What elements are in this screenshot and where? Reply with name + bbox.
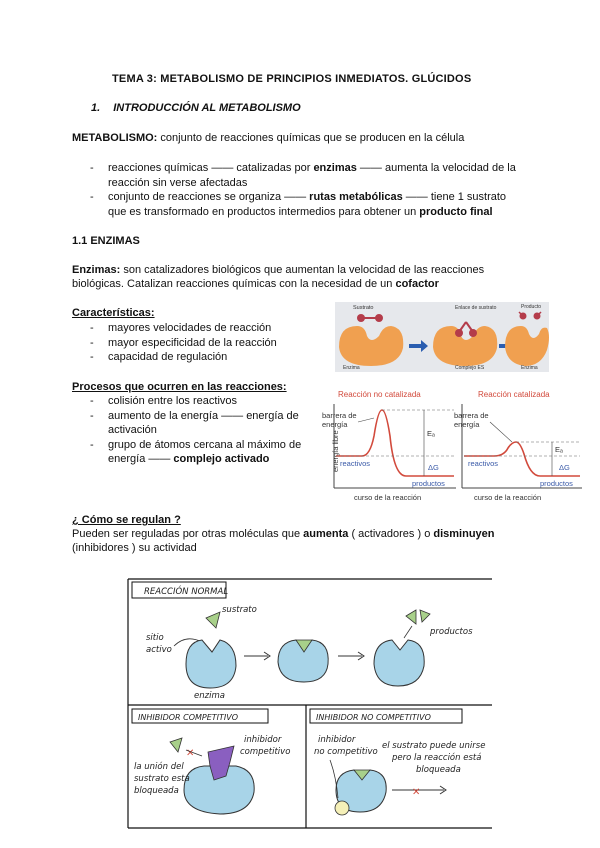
competitive-title: INHIBIDOR COMPETITIVO [138,713,239,722]
caracteristicas-list [90,321,320,365]
label-enzima: enzima [194,691,225,701]
metabolismo-list [90,161,550,219]
list-item: - conjunto de reacciones se organiza —— rutas metabólicas —— tiene 1 sustrato [90,191,507,203]
list-item: - grupo de átomos cercana al máximo de [90,438,302,451]
procesos-list [90,394,320,467]
list-item: - mayor especificidad de la reacción [90,336,277,349]
section-heading-1 [91,101,301,116]
label-union-1: la unión del [134,762,184,772]
label-producto: Producto [521,304,542,310]
normal-title: REACCIÓN NORMAL [144,587,229,597]
enzyme-inhibition-figure [124,576,494,831]
label-reactivos: reactivos [468,459,499,468]
label-sitio: sitio [146,633,164,643]
label-sust-3: bloqueada [416,765,461,775]
product-shape [406,610,416,624]
x-axis-label: curso de la reacción [354,493,422,502]
label-enzima-final: Enzima [521,365,538,371]
label-dg: ΔG [428,463,439,472]
list-item: - mayores velocidades de reacción [90,322,272,334]
section-title: INTRODUCCIÓN AL METABOLISMO [113,102,301,114]
label-energia: energía [322,420,348,429]
label-productos: productos [430,627,473,637]
left-panel-title: Reacción no catalizada [338,390,421,399]
procesos-heading: Procesos que ocurren en las reacciones: [72,381,287,393]
term: METABOLISMO: [72,132,158,144]
label-sust-1: el sustrato puede unirse [382,741,486,751]
enzyme-substrate-figure [335,302,549,372]
label-productos: productos [412,479,445,488]
product-shape [420,610,430,622]
label-ea: Eₐ [427,429,435,438]
label-nc-1: inhibidor [318,735,356,745]
list-item: - colisión entre los reactivos [90,395,238,407]
label-energia: energía [454,420,480,429]
list-item: - aumento de la energía —— energía de [90,409,299,422]
label-union-3: bloqueada [134,786,179,796]
label-sustrato: Sustrato [353,305,374,311]
y-axis-label: energía libre [331,430,340,472]
label-complejo: Complejo ES [455,365,485,371]
enzimas-definition-cont: biológicas. Catalizan reacciones químicas con la necesidad de un cofactor [72,278,439,290]
release-arrow [404,626,412,638]
label-competitivo: competitivo [240,747,291,757]
label-nc-2: no competitivo [314,747,378,757]
list-item-cont: que es transformado en productos intermedios para obtener un producto final [108,205,493,218]
section-heading-1-1: 1.1 ENZIMAS [72,235,140,247]
substrate-shape [206,612,220,628]
list-item-cont: energía —— complejo activado [108,453,270,465]
metabolismo-definition [72,131,464,146]
enzyme-shape [186,640,236,688]
enzimas-definition: Enzimas: son catalizadores biológicos que aumentan la velocidad de las reacciones [72,264,485,276]
blocked-x-icon: ✕ [412,787,421,798]
regulan-heading: ¿ Cómo se regulan ? [72,514,181,526]
regulan-text-cont: (inhibidores ) su actividad [72,542,197,554]
label-productos: productos [540,479,573,488]
list-item: - reacciones químicas —— catalizadas por enzimas —— aumenta la velocidad de la [90,162,516,174]
substrate-shape [170,738,182,752]
label-barrera: barrera de [454,411,489,420]
list-item-cont: reacción sin verse afectadas [108,176,248,189]
x-axis-label: curso de la reacción [474,493,542,502]
label-reactivos: reactivos [340,459,371,468]
noncompetitive-title: INHIBIDOR NO COMPETITIVO [316,713,431,722]
section-number: 1. [91,102,101,114]
noncompetitive-inhibitor-shape [335,801,349,815]
label-sust-2: pero la reacción está [392,753,482,763]
right-panel-title: Reacción catalizada [478,390,550,399]
label-dg: ΔG [559,463,570,472]
label-ea: Eₐ [555,445,563,454]
label-union-2: sustrato está [134,774,190,784]
label-barrera: barrera de [322,411,357,420]
regulan-text: Pueden ser reguladas por otras moléculas que aumenta ( activadores ) o disminuyen [72,528,495,540]
blocked-x-icon: ✕ [186,748,195,759]
label-enzima: Enzima [343,365,360,371]
page-title: TEMA 3: METABOLISMO DE PRINCIPIOS INMEDIATOS. GLÚCIDOS [112,73,472,85]
label-sustrato: sustrato [222,605,257,615]
definition: conjunto de reacciones químicas que se producen en la célula [157,132,465,144]
enzyme-shape [374,640,424,686]
label-enlace: Enlace de sustrato [455,305,497,311]
label-activo: activo [146,645,172,655]
list-item-cont: activación [108,424,157,436]
list-item: - capacidad de regulación [90,351,228,363]
activation-energy-figure [314,388,586,506]
label-inhibidor: inhibidor [244,735,282,745]
caracteristicas-heading: Características: [72,307,155,319]
